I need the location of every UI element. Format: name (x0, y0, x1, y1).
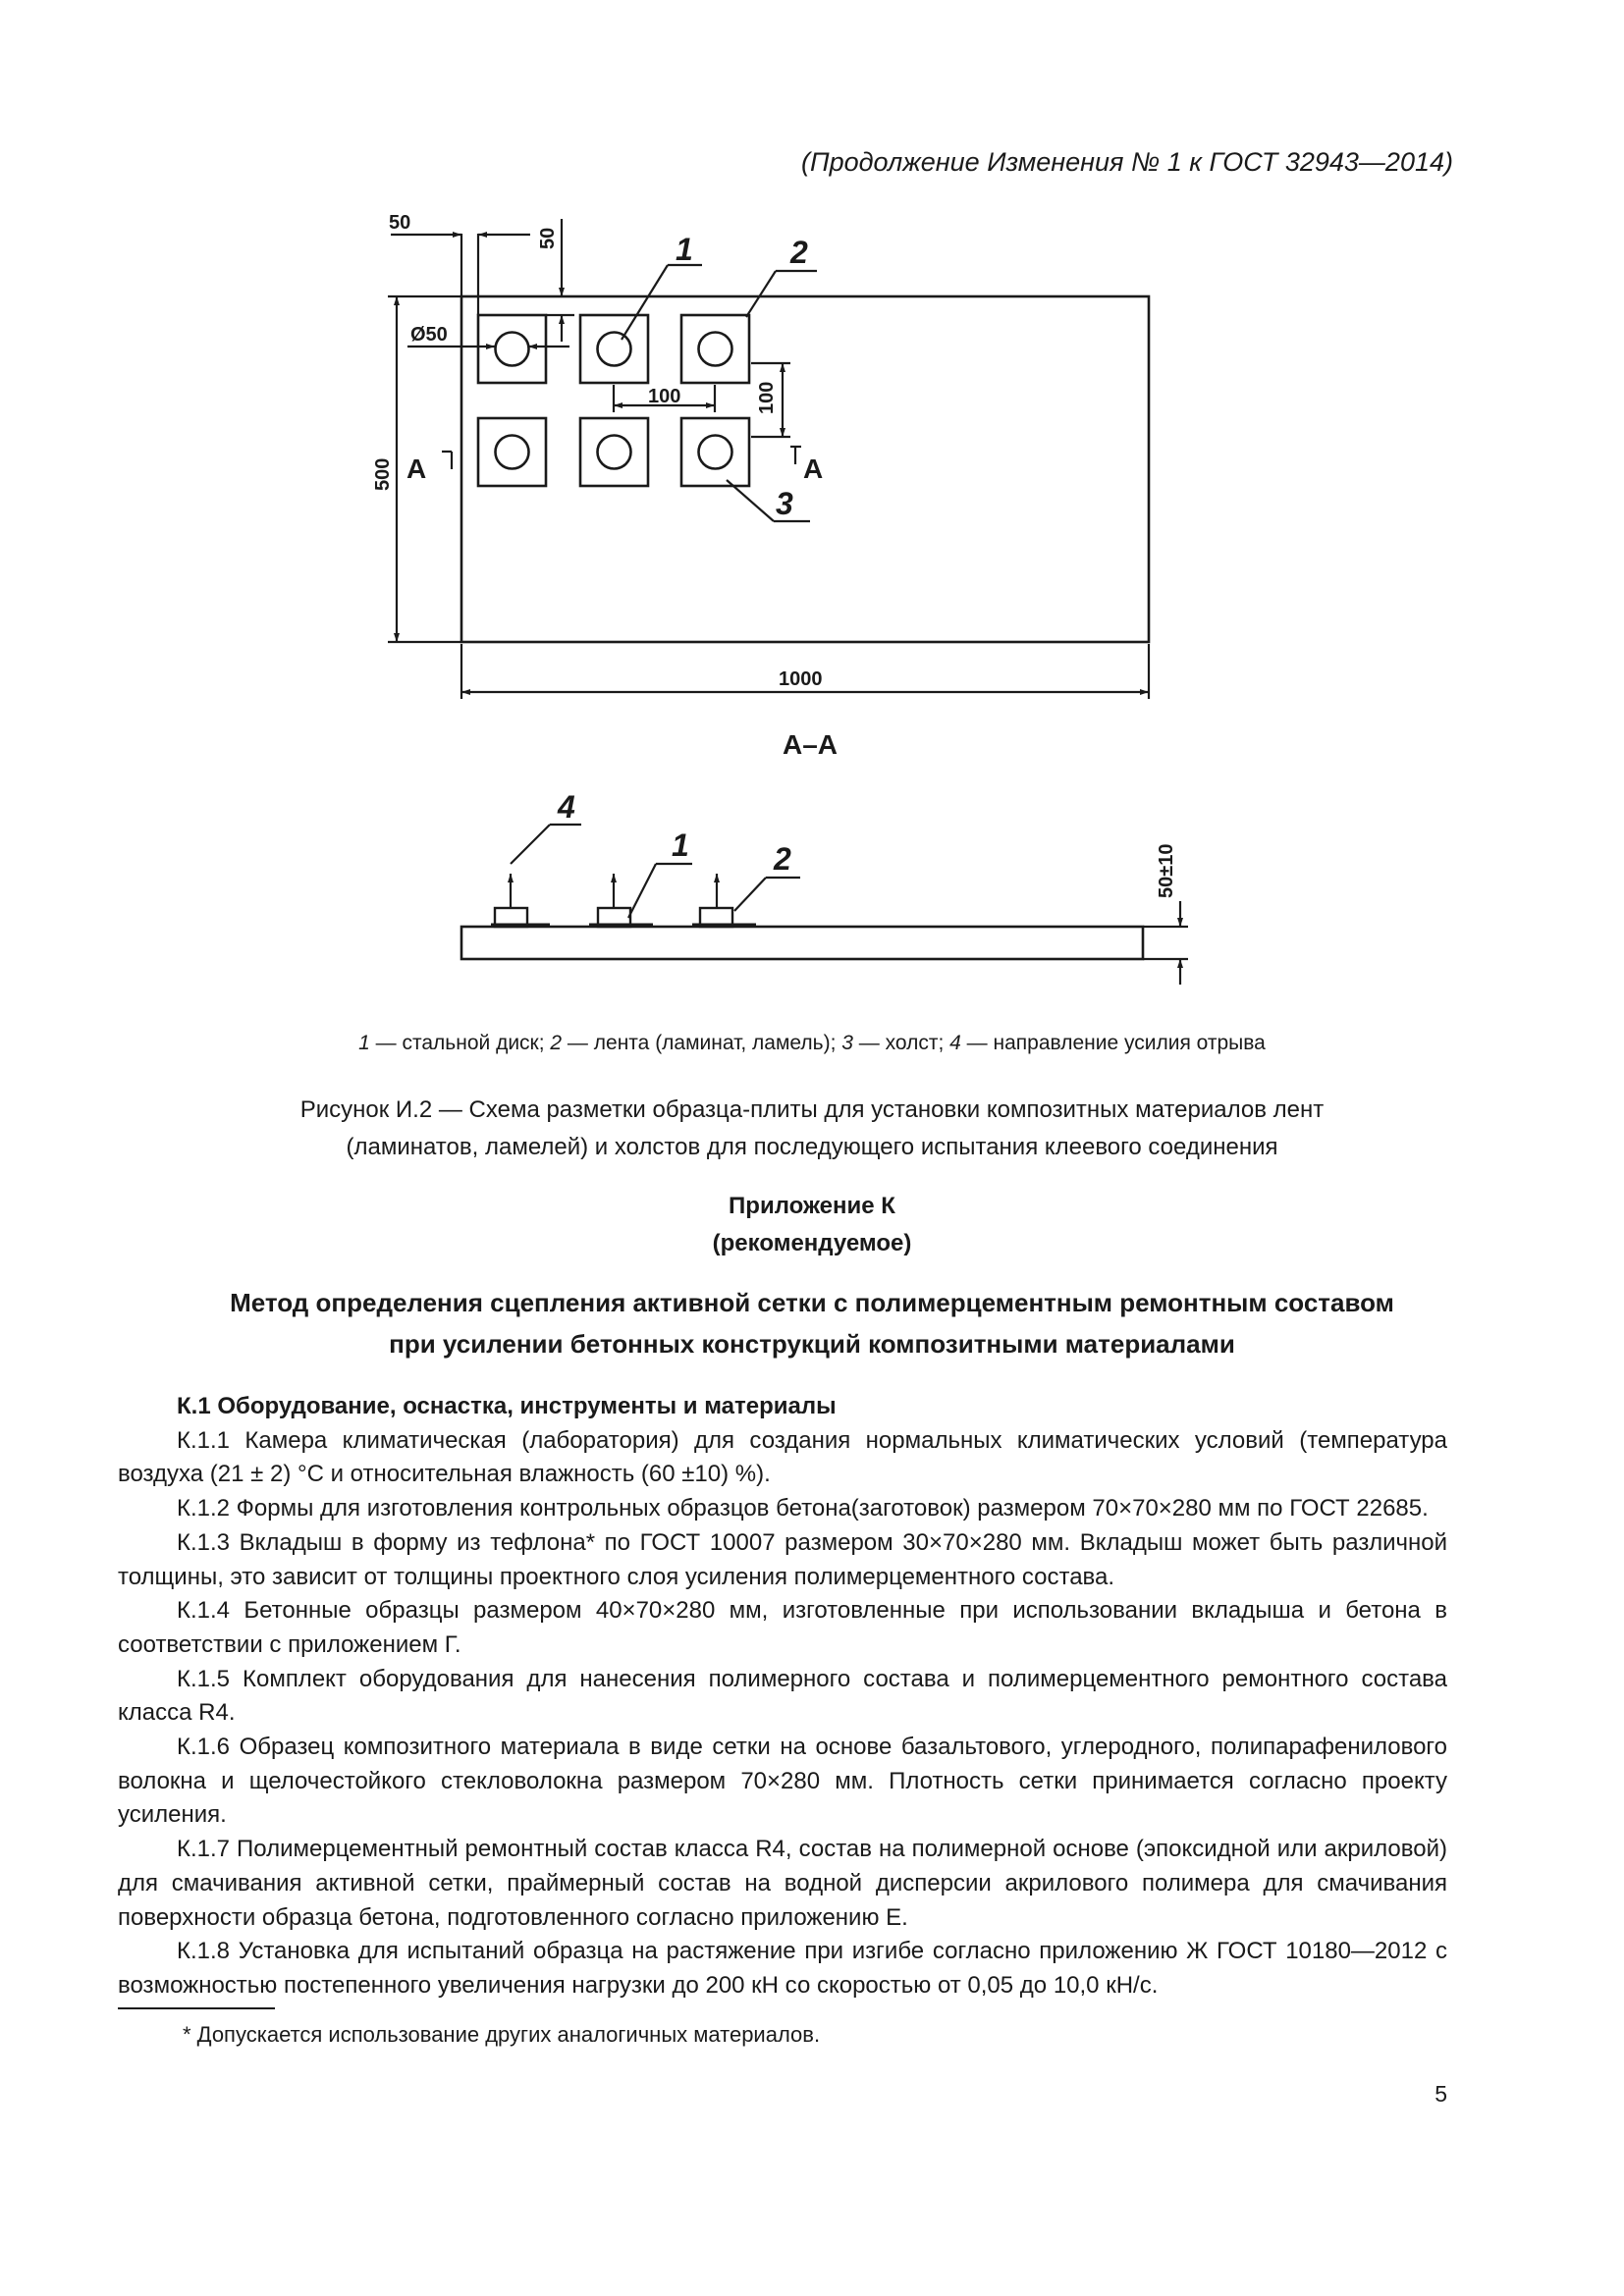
dim-100-h: 100 (648, 386, 681, 407)
dim-500: 500 (372, 457, 394, 491)
appendix-subtitle: (рекомендуемое) (712, 1230, 912, 1256)
square-4 (478, 418, 546, 486)
dim-50-top: 50 (537, 227, 559, 249)
label-1-plan: 1 (676, 232, 693, 267)
section-plate (461, 927, 1143, 959)
dim-100-v: 100 (756, 381, 778, 414)
page-number: 5 (1435, 2081, 1447, 2107)
dim-1000: 1000 (779, 668, 823, 690)
section-title: А–А (783, 729, 839, 760)
paragraph-k1-5: К.1.5 Комплект оборудования для нанесения полимерного состава и полимерцементного ремонтного состава класса R4. (118, 1665, 1447, 1727)
disc-1 (496, 333, 529, 366)
square-2 (580, 315, 648, 383)
dim-50-left: 50 (389, 212, 411, 234)
disc-3 (699, 333, 732, 366)
paragraph-k1-1: К.1.1 Камера климатическая (лаборатория) для создания нормальных климатических условий (температура воздуха (21 ± 2) °С и относительная влажность (60 ±10) %). (118, 1426, 1447, 1488)
disc-6 (699, 436, 732, 469)
paragraph-k1-6: К.1.6 Образец композитного материала в виде сетки на основе базальтового, углеродного, полипарафенилового волокна и щелочестойкого стекловолокна размером 70×280 мм. Плотность сетки принимается согласно проекту усиления. (118, 1734, 1447, 1829)
section-mark-a-right: A (803, 454, 824, 484)
section-mark-a-left: A (406, 454, 427, 484)
disc-4 (496, 436, 529, 469)
paragraph-k1-3: К.1.3 Вкладыш в форму из тефлона* по ГОСТ 10007 размером 30×70×280 мм. Вкладыш может быть различной толщины, это зависит от толщины проектного слоя усиления полимерцементного состава. (118, 1528, 1447, 1590)
disc-5 (598, 436, 631, 469)
appendix-heading (0, 1188, 1624, 1262)
footnote: * Допускается использование других аналогичных материалов. (183, 2022, 821, 2047)
paragraph-k1-4: К.1.4 Бетонные образцы размером 40×70×280 мм, изготовленные при использовании вкладыша и бетона в соответствии с приложением Г. (118, 1597, 1447, 1658)
paragraph-k1-8: К.1.8 Установка для испытаний образца на растяжение при изгибе согласно приложению Ж ГОСТ 10180—2012 с возможностью постепенного увеличения нагрузки до 200 кН со скоростью от 0,05 до 10,0 кН/с. (118, 1938, 1447, 1999)
disc-2 (598, 333, 631, 366)
label-2-section: 2 (774, 841, 791, 877)
label-4-section: 4 (558, 789, 575, 825)
figure-caption: Рисунок И.2 — Схема разметки образца-плиты для установки композитных материалов лент (ламинатов, ламелей) и холстов для последующего испытания клеевого соединения (299, 1096, 1325, 1160)
label-3-plan: 3 (776, 486, 793, 521)
figure-drawing (0, 0, 1624, 1021)
square-3 (681, 315, 749, 383)
square-6 (681, 418, 749, 486)
label-1-section: 1 (672, 828, 689, 863)
running-header: (Продолжение Изменения № 1 к ГОСТ 32943—2014) (801, 147, 1453, 177)
dim-diameter: Ø50 (410, 324, 448, 346)
figure-legend: 1 — стальной диск; 2 — лента (ламинат, ламель); 3 — холст; 4 — направление усилия отрыва (358, 1032, 1266, 1054)
paragraph-k1-2: К.1.2 Формы для изготовления контрольных образцов бетона(заготовок) размером 70×70×280 мм по ГОСТ 22685. (177, 1495, 1429, 1522)
method-title: Метод определения сцепления активной сетки с полимерцементным ремонтным составом при усилении бетонных конструкций композитными материалами (230, 1288, 1394, 1359)
appendix-title: Приложение К (729, 1193, 895, 1219)
section-body (118, 1390, 1447, 2003)
paragraph-k1-7: К.1.7 Полимерцементный ремонтный состав класса R4, состав на полимерной основе (эпоксидной или акриловой) для смачивания активной сетки, праймерный состав на водной дисперсии акрилового полимера для смачивания поверхности образца бетона, подготовленного согласно приложению Е. (118, 1836, 1447, 1931)
section-heading: К.1 Оборудование, оснастка, инструменты и материалы (177, 1393, 837, 1419)
square-5 (580, 418, 648, 486)
dim-50-10: 50±10 (1156, 843, 1177, 898)
square-1 (478, 315, 546, 383)
footnote-separator (118, 2007, 275, 2009)
label-2-plan: 2 (790, 235, 808, 270)
